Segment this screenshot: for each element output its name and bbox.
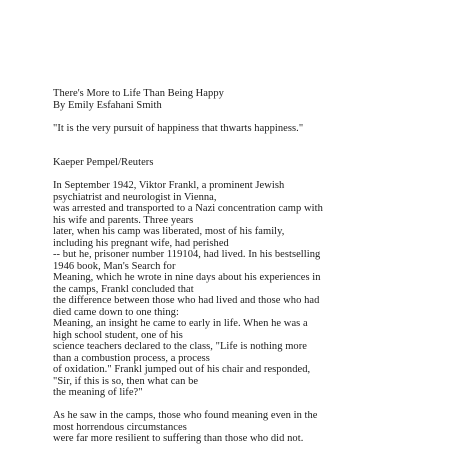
spacer — [53, 399, 448, 411]
spacer — [53, 169, 448, 181]
paragraph-line: science teachers declared to the class, "Life is nothing more — [53, 341, 307, 352]
paragraph-line: later, when his camp was liberated, most of his family, — [53, 226, 285, 237]
paragraph-line: than a combustion process, a process — [53, 352, 210, 364]
paragraph-line: psychiatrist and neurologist in Vienna, — [53, 191, 217, 203]
paragraph-line: most horrendous circumstances — [53, 421, 187, 433]
paragraph-line: Meaning, an insight he came to early in life. When he was a — [53, 318, 308, 329]
article-byline: By Emily Esfahani Smith — [53, 99, 162, 111]
photo-credit: Kaeper Pempel/Reuters — [53, 157, 154, 168]
paragraph-line: was arrested and transported to a Nazi concentration camp with — [53, 203, 323, 214]
paragraph-line: 1946 book, Man's Search for — [53, 260, 176, 272]
paragraph-line: -- but he, prisoner number 119104, had lived. In his bestselling — [53, 249, 321, 260]
paragraph-line: "Sir, if this is so, then what can be — [53, 375, 199, 387]
paragraph-line: the difference between those who had lived and those who had — [53, 295, 320, 306]
paragraph-line: high school student, one of his — [53, 329, 183, 341]
paragraph-line: the meaning of life?" — [53, 387, 143, 398]
spacer — [53, 111, 448, 123]
paragraph-line: of oxidation." Frankl jumped out of his chair and responded, — [53, 364, 311, 375]
paragraph-line: In September 1942, Viktor Frankl, a prominent Jewish — [53, 180, 285, 191]
epigraph: "It is the very pursuit of happiness that thwarts happiness." — [53, 122, 304, 134]
paragraph-line: As he saw in the camps, those who found meaning even in the — [53, 410, 318, 421]
paragraph-line: the camps, Frankl concluded that — [53, 283, 194, 295]
paragraph-line: Meaning, which he wrote in nine days about his experiences in — [53, 272, 321, 283]
spacer — [53, 134, 448, 157]
article-title: There's More to Life Than Being Happy — [53, 88, 224, 99]
document-text — [53, 88, 448, 445]
paragraph-line: were far more resilient to suffering than those who did not. — [53, 433, 304, 444]
paragraph-line: his wife and parents. Three years — [53, 214, 194, 226]
paragraph-line: including his pregnant wife, had perished — [53, 237, 229, 249]
paragraph-line: died came down to one thing: — [53, 306, 179, 318]
